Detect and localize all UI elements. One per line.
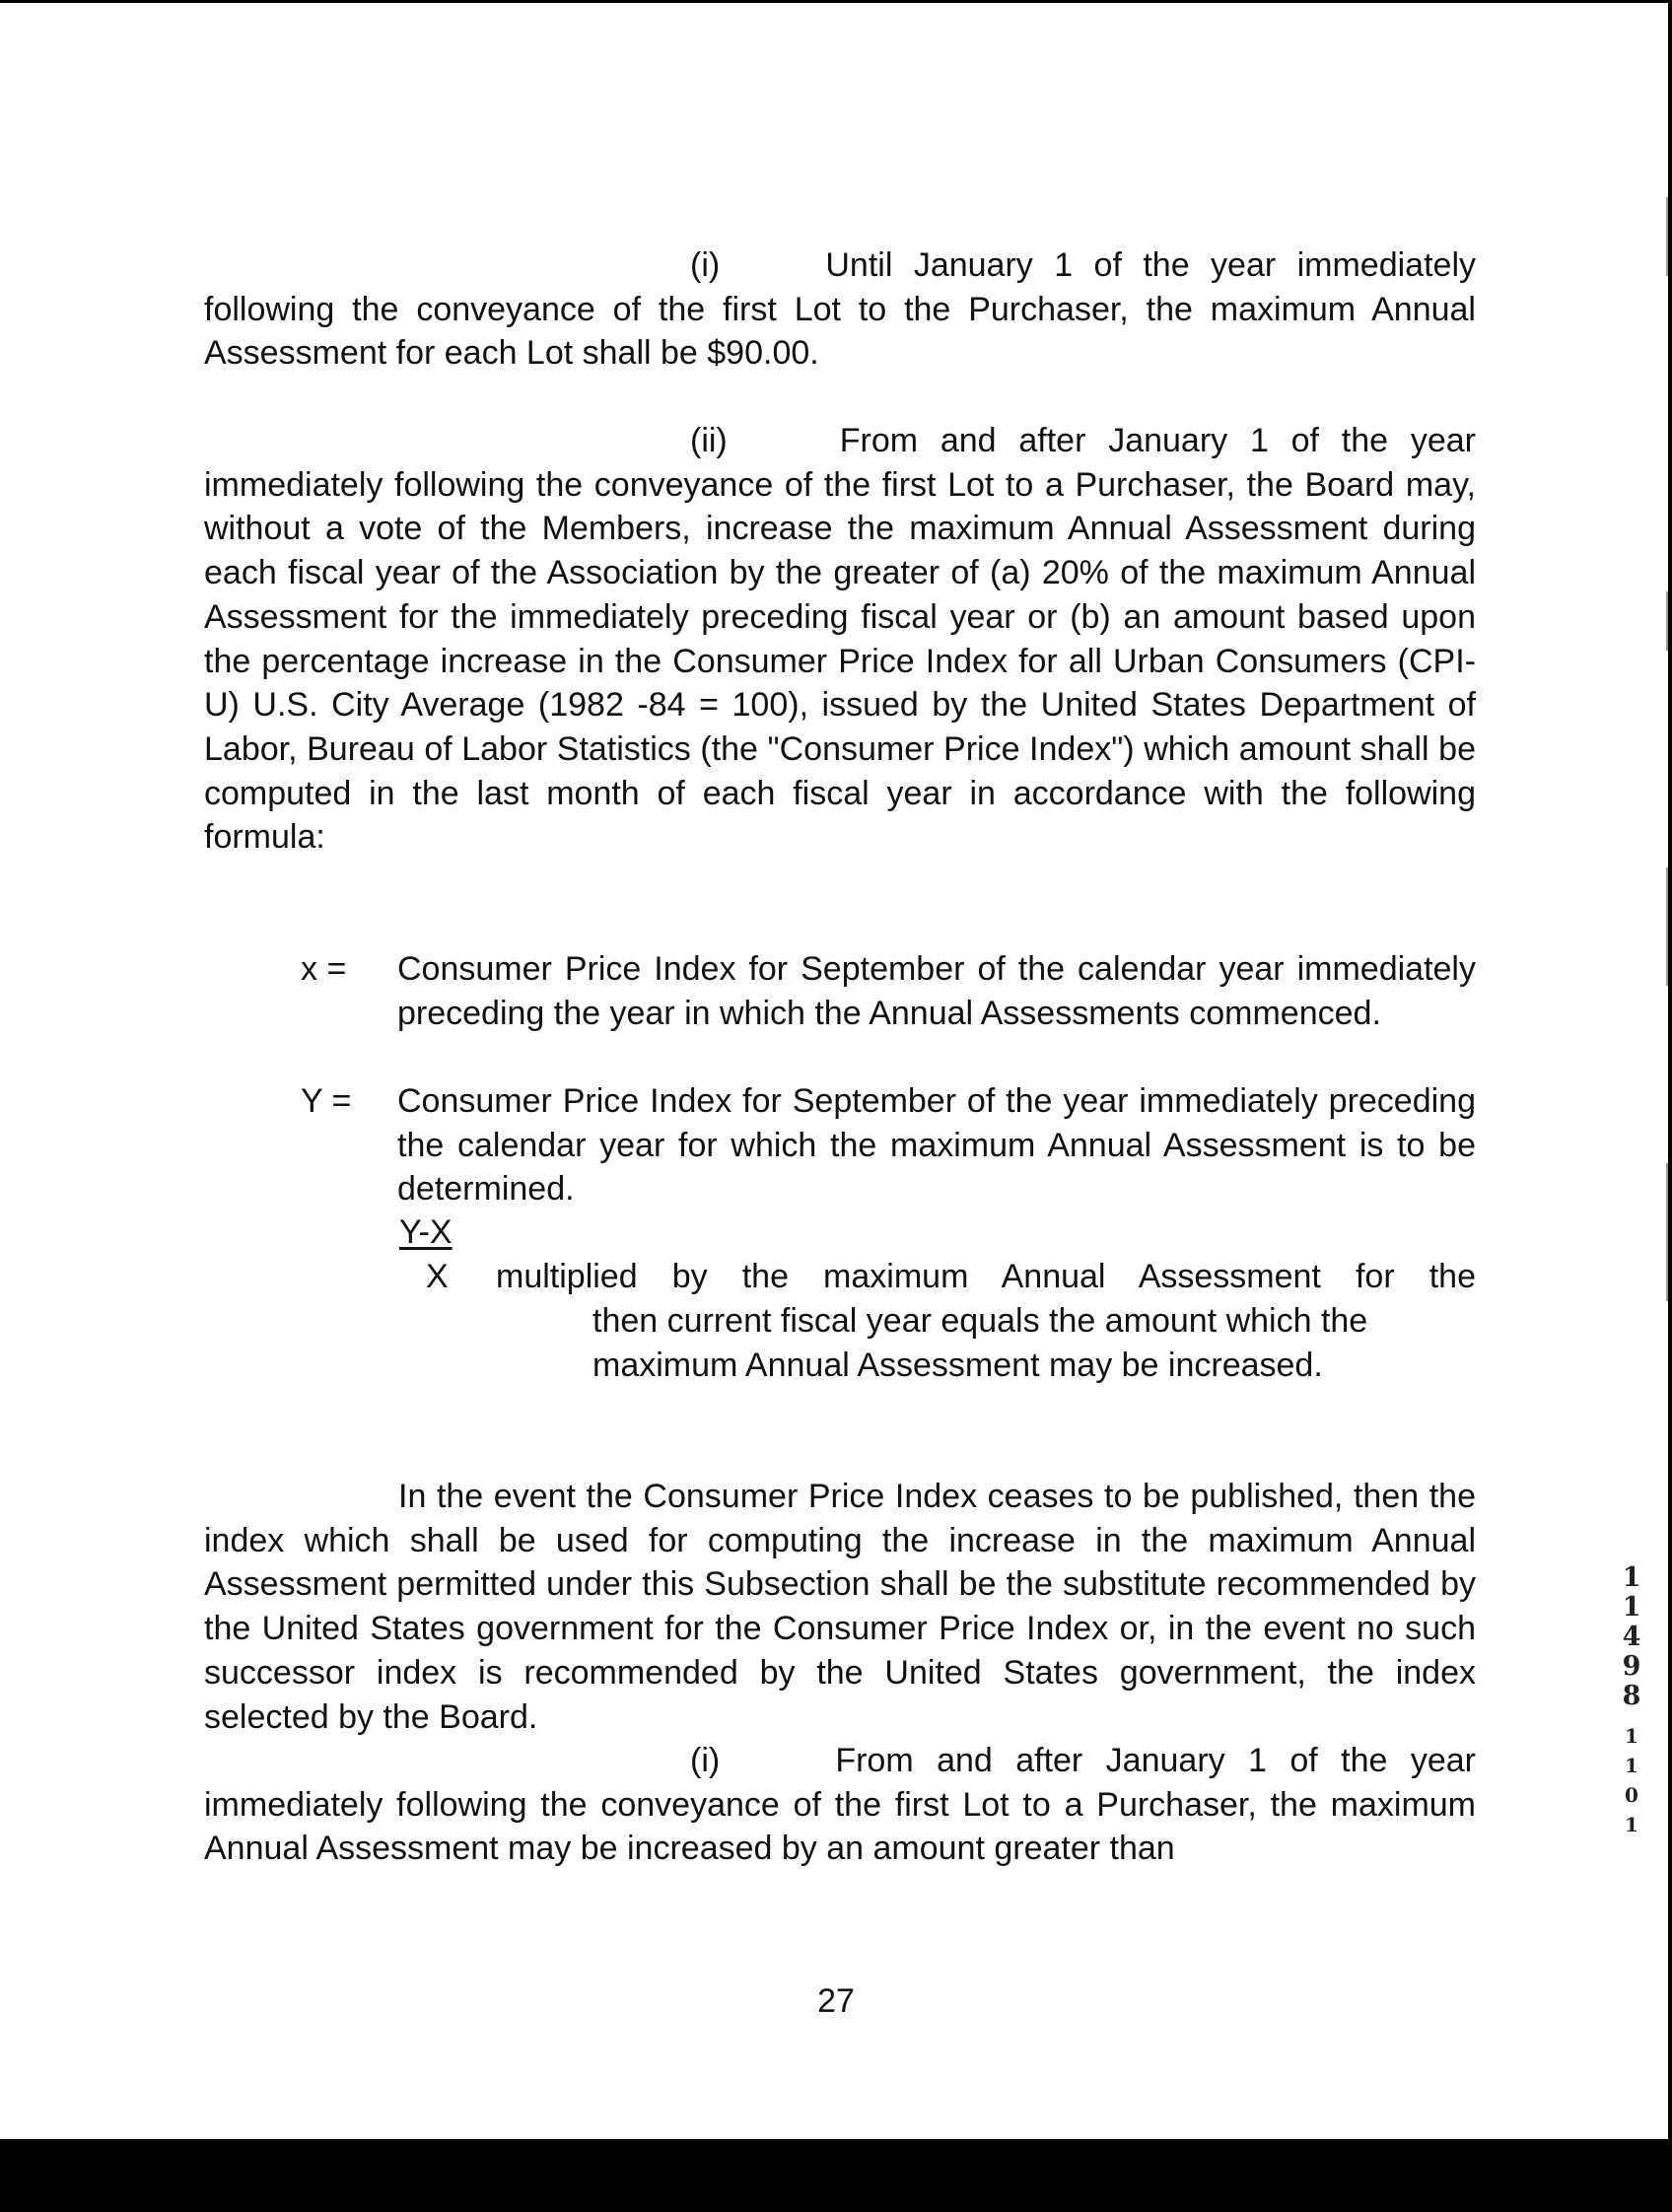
paragraph-i (204, 243, 1476, 376)
scan-mark (1666, 591, 1668, 651)
paragraph-i-marker: (i) (690, 246, 721, 284)
formula-numerator: Y-X (399, 1213, 453, 1251)
stamp-digit: 8 (1622, 1681, 1641, 1711)
scan-edge-bottom (0, 2139, 1672, 2212)
stamp-digit: 1 (1625, 1724, 1638, 1748)
formula-multiplier-line2: then current fiscal year equals the amount which the (592, 1302, 1368, 1340)
stamp-digit: 1 (1625, 1754, 1638, 1777)
paragraph-i-second (204, 1739, 1476, 1871)
stamp-digit: 4 (1622, 1622, 1641, 1652)
margin-stamp (1619, 1563, 1644, 1839)
stamp-digit: 1 (1625, 1813, 1638, 1836)
scan-edge-right (1668, 0, 1672, 2139)
formula-x-definition: Consumer Price Index for September of the calendar year immediately preceding the year in which the Annual Assessments commenced. (397, 950, 1476, 1032)
stamp-digit: 1 (1622, 1592, 1641, 1623)
stamp-digit: 1 (1622, 1562, 1641, 1593)
stamp-digit: 9 (1622, 1651, 1641, 1682)
paragraph-i-second-marker: (i) (690, 1742, 721, 1779)
paragraph-ii-text: From and after January 1 of the year immediately following the conveyance of the first Lot to a Purchaser, the Board may, without a vote of the Members, increase the maximum Annual Assessment during each fiscal year of the Association by the greater of (a) 20% of the maximum Annual Assessment for the immediately preceding fiscal year or (b) an amount based upon the percentage increase in the Consumer Price Index for all Urban Consumers (CPI-U) U.S. City Average (1982 -84 = 100), issued by the United States Department of Labor, Bureau of Labor Statistics (the "Consumer Price Index") which amount shall be computed in the last month of each fiscal year in accordance with the following formula: (204, 422, 1476, 857)
formula-multiplier-line3: maximum Annual Assessment may be increased. (592, 1347, 1323, 1384)
page-number: 27 (817, 1982, 855, 2020)
stamp-digit: 0 (1625, 1783, 1638, 1807)
formula-x-label: x = (301, 950, 347, 988)
paragraph-event: In the event the Consumer Price Index ceases to be published, then the index which shall be used for computing the increase in the maximum Annual Assessment permitted under this Subsection shall be the substitute recommended by the United States government for the Consumer Price Index or, in the event no such successor index is recommended by the United States government, the index selected by the Board. (204, 1478, 1476, 1736)
scan-mark (1666, 1163, 1668, 1301)
scan-mark (1666, 867, 1668, 986)
formula-multiplier-line1: multiplied by the maximum Annual Assessment for the (496, 1258, 1476, 1295)
paragraph-i-text: Until January 1 of the year immediately following the conveyance of the first Lot to the Purchaser, the maximum Annual Assessment for each Lot shall be $90.00. (204, 246, 1477, 373)
formula-y-definition: Consumer Price Index for September of the year immediately preceding the calendar year for which the maximum Annual Assessment is to be determined. (397, 1082, 1476, 1209)
paragraph-i-second-text: From and after January 1 of the year immediately following the conveyance of the first Lot to a Purchaser, the maximum Annual Assessment may be increased by an amount greater than (204, 1742, 1476, 1868)
formula-denominator: X (426, 1258, 449, 1295)
paragraph-ii-marker: (ii) (690, 422, 728, 459)
scan-edge-top (0, 0, 1672, 3)
paragraph-ii (204, 419, 1476, 860)
scan-mark (1666, 197, 1668, 276)
formula-y-label: Y = (301, 1082, 352, 1120)
